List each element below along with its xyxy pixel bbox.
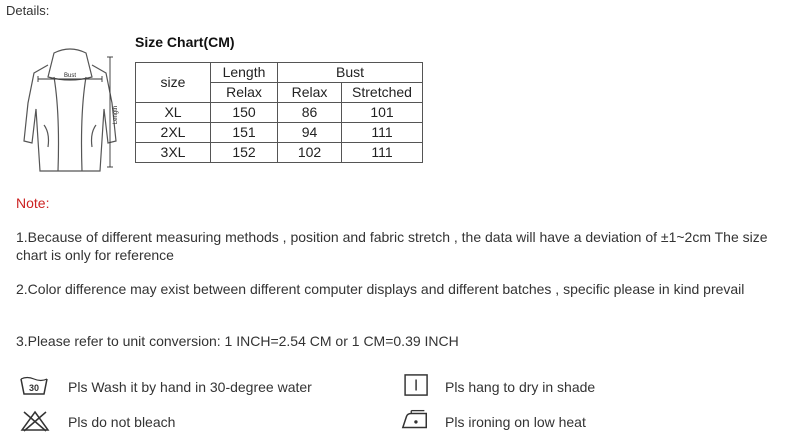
bust-label: Bust [63,73,77,79]
hand-wash-30-icon [19,375,49,397]
header-bust-relax: Relax [278,83,342,103]
cell-length-relax: 152 [211,143,278,163]
length-label: Length [113,105,119,125]
note-title: Note: [16,195,50,211]
cell-bust-stretched: 111 [342,123,423,143]
cell-bust-stretched: 111 [342,143,423,163]
cell-bust-relax: 102 [278,143,342,163]
care-dry-text: Pls hang to dry in shade [445,379,596,395]
header-length-relax: Relax [211,83,278,103]
cell-bust-stretched: 101 [342,103,423,123]
table-row [136,103,423,123]
header-bust: Bust [278,63,423,83]
details-label: Details: [6,3,50,18]
size-chart-table [135,62,423,163]
header-size: size [136,63,211,103]
cell-bust-relax: 86 [278,103,342,123]
dry-in-shade-icon [402,374,432,396]
do-not-bleach-icon [20,410,50,432]
header-bust-stretched: Stretched [342,83,423,103]
cell-size: 3XL [136,143,211,163]
cell-size: 2XL [136,123,211,143]
care-bleach-text: Pls do not bleach [68,414,176,430]
note-item-2: 2.Color difference may exist between different computer displays and different batches , specific please in kind prevail [16,281,745,297]
note-item-3: 3.Please refer to unit conversion: 1 INCH=2.54 CM or 1 CM=0.39 INCH [16,333,459,349]
table-header-row [136,63,423,83]
header-length: Length [211,63,278,83]
table-row [136,123,423,143]
cell-length-relax: 151 [211,123,278,143]
cell-size: XL [136,103,211,123]
cell-bust-relax: 94 [278,123,342,143]
wash-temperature: 30 [28,383,40,393]
iron-low-heat-icon [400,409,430,431]
note-item-1: 1.Because of different measuring methods , position and fabric stretch , the data will have a deviation of ±1~2cm The size chart is only for reference [16,229,768,263]
table-row [136,143,423,163]
size-chart-title: Size Chart(CM) [135,34,235,50]
care-iron-text: Pls ironing on low heat [445,414,586,430]
care-wash-text: Pls Wash it by hand in 30-degree water [68,379,312,395]
garment-diagram [14,43,126,177]
cell-length-relax: 150 [211,103,278,123]
